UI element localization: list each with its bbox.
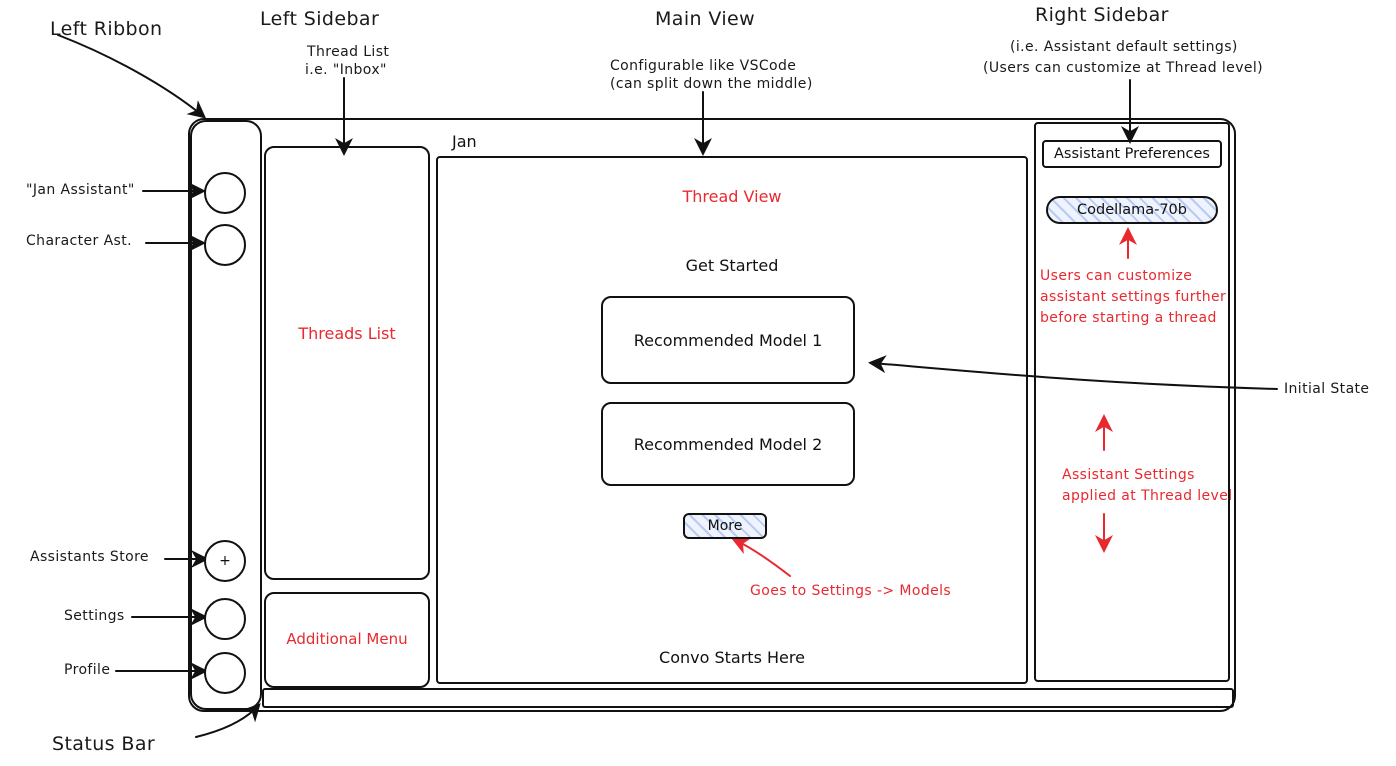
annot-customize-note-2: assistant settings further (1040, 289, 1227, 305)
annot-settings: Settings (64, 608, 125, 624)
annot-assistants-store: Assistants Store (30, 549, 149, 565)
selected-model-pill[interactable] (1046, 196, 1218, 224)
thread-view-label: Thread View (682, 187, 782, 206)
status-bar (262, 688, 1234, 708)
annot-character-ast: Character Ast. (26, 233, 132, 249)
recommended-model-2-label: Recommended Model 2 (633, 434, 823, 454)
threads-list-label: Threads List (298, 324, 396, 343)
settings-button[interactable] (204, 598, 246, 640)
assistant-preferences-title (1042, 140, 1222, 168)
annot-thread-list-note-1: Thread List (307, 44, 390, 60)
profile-button[interactable] (204, 652, 246, 694)
assistant-preferences-label: Assistant Preferences (1054, 146, 1210, 162)
annot-customize-note-1: Users can customize (1040, 268, 1193, 284)
annot-profile: Profile (64, 662, 111, 678)
annot-thread-list-note-2: i.e. "Inbox" (305, 62, 387, 78)
tab-jan[interactable]: Jan (452, 132, 477, 151)
get-started-label: Get Started (685, 256, 779, 275)
assistants-store-add-button[interactable] (204, 540, 246, 582)
annot-thread-level-note-1: Assistant Settings (1062, 467, 1195, 483)
annot-left-ribbon: Left Ribbon (50, 18, 163, 40)
annot-right-sidebar-note-2: (Users can customize at Thread level) (983, 60, 1264, 76)
character-assistant-avatar[interactable] (204, 224, 246, 266)
plus-icon: + (219, 553, 231, 569)
annot-status-bar: Status Bar (52, 733, 156, 755)
annot-thread-level-note-2: applied at Thread level (1062, 488, 1233, 504)
left-ribbon (190, 120, 262, 710)
selected-model-label: Codellama-70b (1077, 202, 1187, 218)
annot-customize-note-3: before starting a thread (1040, 310, 1217, 326)
additional-menu-panel[interactable] (264, 592, 430, 688)
annot-left-sidebar: Left Sidebar (260, 8, 380, 30)
additional-menu-label: Additional Menu (286, 630, 408, 648)
convo-start-label: Convo Starts Here (659, 648, 805, 667)
jan-assistant-avatar[interactable] (204, 172, 246, 214)
threads-list-panel[interactable] (264, 146, 430, 580)
more-models-label: More (707, 518, 743, 534)
annot-jan-assistant: "Jan Assistant" (26, 182, 135, 198)
annot-right-sidebar: Right Sidebar (1035, 4, 1169, 26)
annot-more-note: Goes to Settings -> Models (750, 583, 952, 599)
recommended-model-1-card[interactable] (601, 296, 855, 384)
annot-main-view: Main View (655, 8, 756, 30)
recommended-model-1-label: Recommended Model 1 (633, 330, 823, 350)
annot-right-sidebar-note-1: (i.e. Assistant default settings) (1010, 39, 1238, 55)
more-models-button[interactable] (683, 513, 767, 539)
annot-main-view-note-1: Configurable like VSCode (610, 58, 797, 74)
annot-initial-state: Initial State (1284, 381, 1370, 397)
annot-main-view-note-2: (can split down the middle) (610, 76, 813, 92)
recommended-model-2-card[interactable] (601, 402, 855, 486)
